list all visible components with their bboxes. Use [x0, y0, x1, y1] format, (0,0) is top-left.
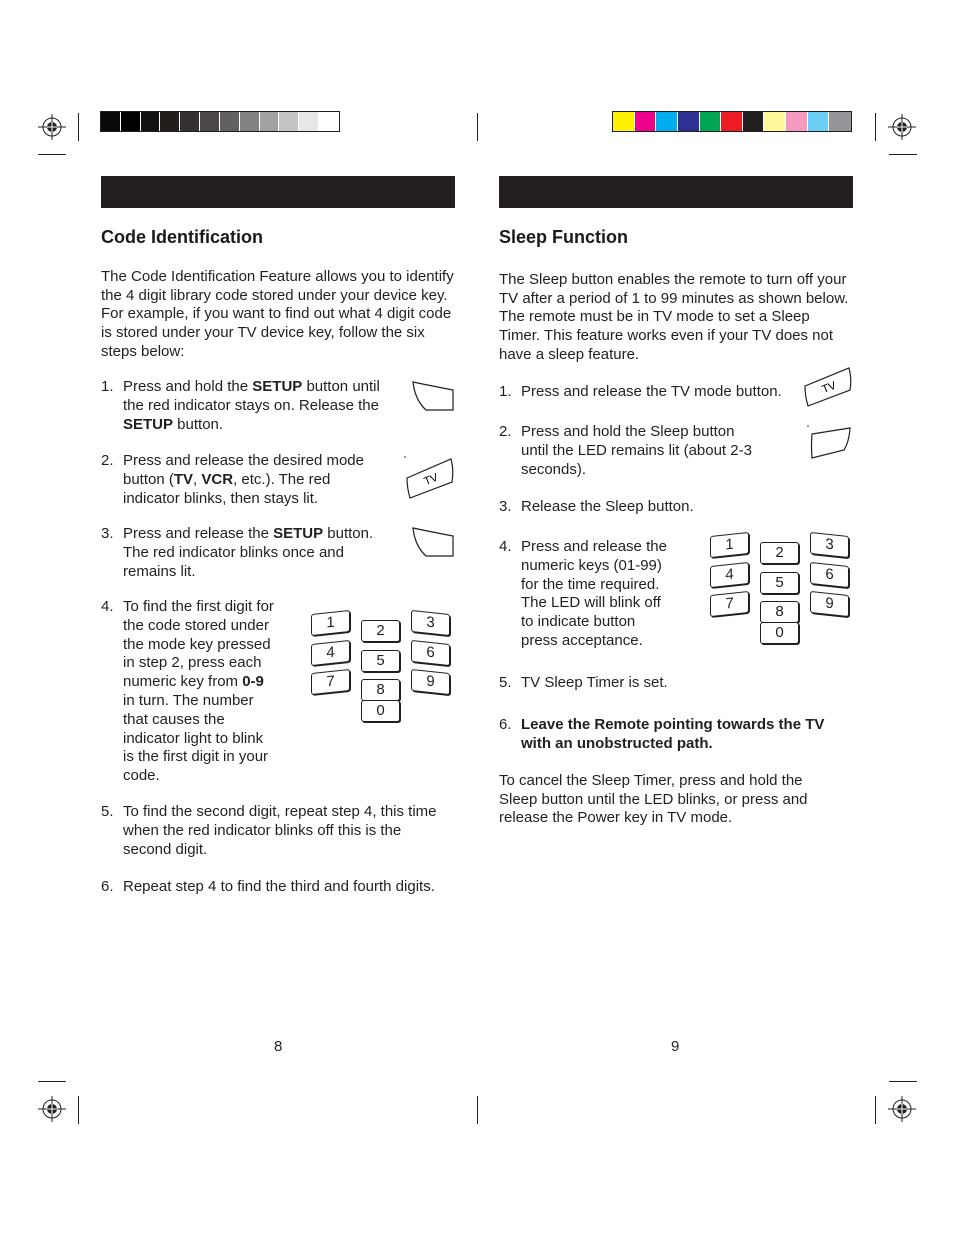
numeric-keypad: [705, 534, 855, 664]
tv-button-label: TV: [422, 471, 440, 488]
step-text: Press and hold the Sleep button until the LED remains lit (about 2-3 seconds).: [521, 423, 752, 478]
color-swatch: [808, 112, 830, 131]
color-swatch: [721, 112, 743, 131]
page-number: 9: [671, 1038, 680, 1055]
key-9: 9: [411, 669, 450, 695]
outro-paragraph: To cancel the Sleep Timer, press and hold the Sleep button until the LED blinks, or press and release the Power key in TV mode.: [499, 772, 808, 827]
step-number: 2.: [101, 452, 114, 469]
color-swatch: [260, 112, 280, 131]
key-3: 3: [810, 532, 849, 558]
setup-button-icon: [410, 524, 456, 560]
tv-button-icon: [404, 456, 456, 502]
step-number: 3.: [101, 525, 114, 542]
color-swatch: [101, 112, 121, 131]
key-7: 7: [311, 669, 350, 695]
step-text: Press and release the TV mode button.: [521, 383, 782, 400]
sleep-button-icon: [806, 424, 856, 462]
key-2: 2: [361, 620, 400, 642]
step-text: To find the second digit, repeat step 4, this time when the red indicator blinks off this is the second digit.: [123, 803, 437, 858]
step-number: 1.: [499, 383, 512, 400]
color-swatch: [613, 112, 635, 131]
grayscale-color-bar: [100, 111, 340, 132]
step-number: 2.: [499, 423, 512, 440]
key-0: 0: [760, 622, 799, 644]
step-number: 5.: [499, 674, 512, 691]
right-header-bar: [499, 176, 853, 208]
key-6: 6: [810, 562, 849, 588]
color-swatch: [319, 112, 339, 131]
key-9: 9: [810, 591, 849, 617]
key-7: 7: [710, 591, 749, 617]
step-text: Press and release the SETUP button. The red indicator blinks once and remains lit.: [123, 525, 374, 580]
color-swatch: [160, 112, 180, 131]
color-swatch: [700, 112, 722, 131]
step-number: 4.: [499, 538, 512, 555]
color-swatch: [678, 112, 700, 131]
page-number: 8: [274, 1038, 283, 1055]
tv-button-label: TV: [820, 379, 838, 396]
process-color-bar: [612, 111, 852, 132]
key-2: 2: [760, 542, 799, 564]
color-swatch: [829, 112, 851, 131]
key-4: 4: [311, 640, 350, 666]
color-swatch: [279, 112, 299, 131]
color-swatch: [786, 112, 808, 131]
page-title: Code Identification: [101, 227, 263, 247]
color-swatch: [180, 112, 200, 131]
step-number: 5.: [101, 803, 114, 820]
registration-mark-icon: [38, 1096, 66, 1122]
numeric-keypad: [306, 612, 456, 742]
color-swatch: [764, 112, 786, 131]
key-0: 0: [361, 700, 400, 722]
page-title: Sleep Function: [499, 227, 629, 247]
step-text: Press and hold the SETUP button until the red indicator stays on. Release the SETUP button.: [123, 378, 380, 433]
step-text: Repeat step 4 to find the third and fourth digits.: [123, 878, 435, 895]
key-5: 5: [760, 572, 799, 594]
key-3: 3: [411, 610, 450, 636]
registration-mark-icon: [38, 114, 66, 140]
step-text: TV Sleep Timer is set.: [521, 674, 668, 691]
key-1: 1: [311, 610, 350, 636]
key-4: 4: [710, 562, 749, 588]
registration-mark-icon: [888, 1096, 916, 1122]
color-swatch: [200, 112, 220, 131]
color-swatch: [299, 112, 319, 131]
color-swatch: [656, 112, 678, 131]
color-swatch: [220, 112, 240, 131]
color-swatch: [141, 112, 161, 131]
color-swatch: [635, 112, 657, 131]
registration-mark-icon: [888, 114, 916, 140]
step-text: Release the Sleep button.: [521, 498, 694, 515]
color-swatch: [743, 112, 765, 131]
step-text: To find the first digit for the code stored under the mode key pressed in step 2, press each numeric key from 0-9 in turn. The number that causes the indicator light to blink is the first digit in your code.: [123, 598, 274, 785]
tv-button-icon: [802, 366, 854, 412]
key-8: 8: [361, 679, 400, 701]
key-8: 8: [760, 601, 799, 623]
step-number: 1.: [101, 378, 114, 395]
color-swatch: [121, 112, 141, 131]
step-number: 3.: [499, 498, 512, 515]
intro-paragraph: The Sleep button enables the remote to turn off your TV after a period of 1 to 99 minutes as shown below. The remote must be in TV mode to set a Sleep Timer. This feature works even if your TV does not have a sleep feature.: [499, 271, 849, 363]
step-text: Press and release the numeric keys (01-99) for the time required. The LED will blink off to indicate button press acceptance.: [521, 538, 667, 649]
key-5: 5: [361, 650, 400, 672]
step-text: Press and release the desired mode button (TV, VCR, etc.). The red indicator blinks, then stays lit.: [123, 452, 364, 507]
step-text: Leave the Remote pointing towards the TV with an unobstructed path.: [521, 716, 825, 752]
left-header-bar: [101, 176, 455, 208]
setup-button-icon: [410, 378, 456, 414]
color-swatch: [240, 112, 260, 131]
intro-paragraph: The Code Identification Feature allows you to identify the 4 digit library code stored under your device key. For example, if you want to find out what 4 digit code is stored under your TV device key, follow the six steps below:: [101, 268, 454, 360]
key-1: 1: [710, 532, 749, 558]
key-6: 6: [411, 640, 450, 666]
step-number: 4.: [101, 598, 114, 615]
step-number: 6.: [499, 716, 512, 733]
step-number: 6.: [101, 878, 114, 895]
